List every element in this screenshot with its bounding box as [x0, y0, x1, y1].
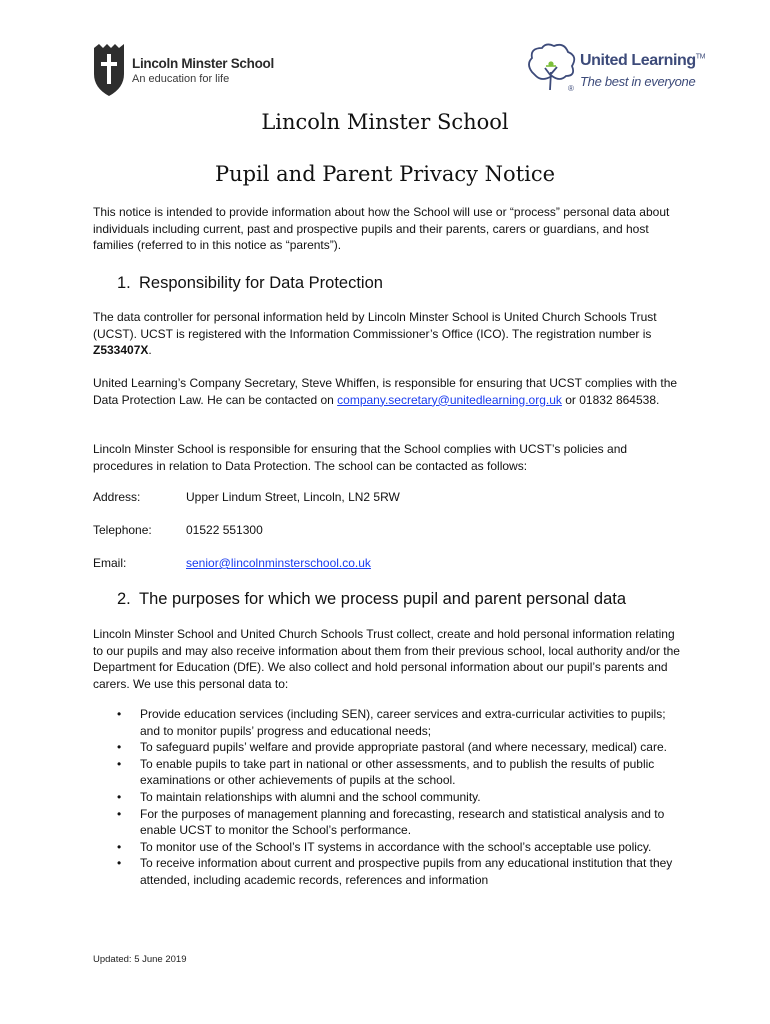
united-learning-name: United Learning™ — [580, 52, 706, 69]
section-1-heading: 1. Responsibility for Data Protection — [117, 274, 383, 292]
lincoln-minster-logo — [92, 44, 292, 100]
list-item: • To safeguard pupils’ welfare and provide appropriate pastoral (and where necessary, medical) care. — [117, 740, 667, 755]
purposes-list — [93, 706, 683, 889]
contact-email-row — [93, 556, 371, 570]
document-title: Lincoln Minster School — [261, 110, 509, 134]
section-1-paragraph-1: The data controller for personal information held by Lincoln Minster School is United Church Schools Trust (UCST). UCST is registered with the Information Commissioner’s Office (ICO). The registration number is Z533407X. — [93, 310, 657, 358]
telephone-label: Telephone: — [93, 523, 152, 537]
registration-number: Z533407X — [93, 343, 149, 358]
section-1-paragraph-2: United Learning’s Company Secretary, Steve Whiffen, is responsible for ensuring that UCST complies with the Data Protection Law. He can be contacted on company.secretary@unitedlearning.org.uk or 01832 864538. — [93, 376, 678, 407]
contact-address-row — [93, 490, 400, 504]
document-subtitle: Pupil and Parent Privacy Notice — [214, 162, 556, 186]
school-crest-icon — [92, 44, 126, 96]
list-item: • To monitor use of the School’s IT systems in accordance with the school’s acceptable use policy. — [117, 839, 652, 854]
school-email-link[interactable]: senior@lincolnminsterschool.co.uk — [186, 556, 371, 570]
address-value: Upper Lindum Street, Lincoln, LN2 5RW — [186, 490, 400, 504]
section-2-heading: 2. The purposes for which we process pupil and parent personal data — [117, 590, 627, 608]
united-learning-slogan: The best in everyone — [580, 74, 696, 89]
list-item: • To maintain relationships with alumni and the school community. — [117, 789, 481, 804]
company-secretary-email-link[interactable]: company.secretary@unitedlearning.org.uk — [337, 392, 562, 407]
list-item: • To receive information about current and prospective pupils from any educational institution that they attended, including academic records, references and information — [117, 856, 673, 887]
list-item: • To enable pupils to take part in national or other assessments, and to publish the results of public examinations or other achievements of pupils at the school. — [117, 756, 655, 788]
list-item: • Provide education services (including SEN), career services and extra-curricular activities to pupils; and to monitor pupils’ progress and educational needs; — [117, 707, 666, 738]
email-label: Email: — [93, 556, 127, 570]
address-label: Address: — [93, 490, 141, 504]
section-2-paragraph-1: Lincoln Minster School and United Church Schools Trust collect, create and hold personal information relating to our pupils and may also receive information about them from their previous school, local authority and/or the Department for Education (DfE). We also collect and hold personal information about our pupil’s parents and carers. We use this personal data to: — [93, 627, 680, 691]
telephone-value: 01522 551300 — [186, 523, 263, 537]
updated-date-footer: Updated: 5 June 2019 — [93, 954, 187, 965]
school-logo-tagline: An education for life — [132, 73, 230, 85]
section-1-paragraph-3: Lincoln Minster School is responsible for ensuring that the School complies with UCST’s policies and procedures in relation to Data Protection. The school can be contacted as follows: — [93, 442, 628, 473]
registered-mark: ® — [568, 84, 574, 93]
contact-phone-row — [93, 523, 263, 537]
intro-paragraph: This notice is intended to provide information about how the School will use or “process” personal data about individuals including current, past and prospective pupils and their parents, carers or guardians, and host families (referred to in this notice as “parents”). — [93, 205, 670, 253]
list-item: • For the purposes of management planning and forecasting, research and statistical analysis and to enable UCST to monitor the School’s performance. — [117, 806, 665, 838]
united-learning-logo — [524, 40, 706, 100]
school-logo-name: Lincoln Minster School — [132, 56, 274, 71]
